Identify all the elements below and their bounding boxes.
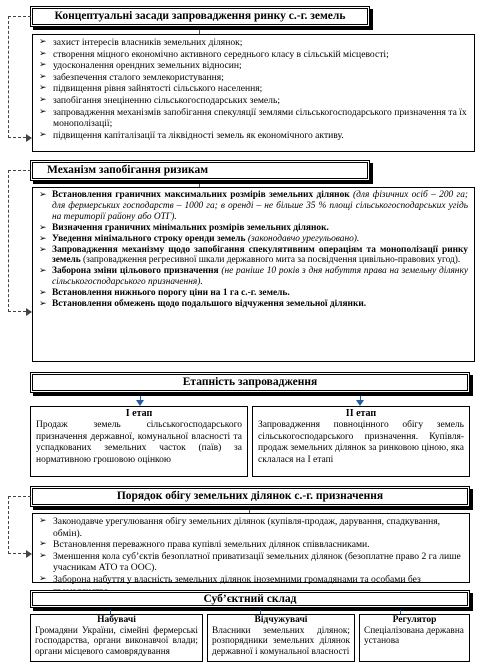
stage2-box [252, 406, 470, 477]
connector-dashed-1 [8, 16, 31, 138]
list-item: ➢ запобігання знеціненню сільськогосподарських земель; [39, 95, 468, 107]
circulation-list [39, 516, 463, 597]
regulator-box [359, 614, 470, 662]
regulator-title: Регулятор [392, 615, 437, 625]
connector-dashed-3 [8, 496, 31, 554]
mechanism-list-box [32, 187, 475, 362]
subjects-title-box [30, 590, 470, 608]
regulator-text: Спеціалізована державна установа [364, 625, 464, 646]
item-bold: Запровадження механізму щодо запобігання спекулятивним операціям та монополізації ринку земель [52, 244, 468, 266]
list-item: ➢ підвищення капіталізації та ліквідності земель як економічного активу. [39, 130, 468, 142]
list-item: ➢ Зменшення кола суб’єктів безоплатної приватизації земельних ділянок (безоплатне право 2 га лише учасникам АТО та ООС). [39, 551, 463, 574]
item-bold: Встановлення обмежень щодо подальшого відчуження земельної ділянки. [52, 299, 367, 310]
concept-list-box [32, 34, 475, 152]
list-item [39, 234, 468, 245]
list-item: ➢ захист інтересів власників земельних ділянок; [39, 37, 468, 49]
list-item [39, 288, 468, 299]
item-italic: (не раніше 10 років з дня набуття права на земельну ділянку сільськогосподарського призначення). [52, 266, 468, 288]
item-bold: Заборона зміни цільового призначення [52, 266, 219, 277]
acquirers-box [30, 614, 203, 662]
item-italic: (для фізичних осіб – 200 га; для фермерських господарств – 1000 га; в оренді – не більше 35 % площі сільськогосподарських угідь на території району або ОТГ). [52, 190, 469, 222]
list-item [39, 245, 468, 267]
stage1-title: I етап [125, 408, 153, 419]
list-item: ➢ підвищення рівня зайнятості сільського населення; [39, 83, 468, 95]
stage1-box [30, 406, 248, 477]
item-bold: Визначення граничних мінімальних розмірів земельних ділянок. [52, 222, 329, 233]
list-item: ➢ Заборона набуття у власність земельних ділянок іноземними громадянами та особами без [39, 574, 463, 597]
list-item [39, 299, 468, 310]
acquirers-text: Громадяни України, сімейні фермерські господарства, органи виконавчої влади; органи місцевого самоврядування [35, 625, 198, 657]
concept-list [39, 37, 468, 141]
item-italic: (законодавчо урегульовано). [247, 233, 360, 244]
circulation-list-box [32, 513, 470, 583]
item-normal: (запровадження регресивної шкали державного мита за посвідчення цивільно-правових угод). [83, 255, 461, 266]
stages-title-box [30, 372, 470, 393]
item-bold: Встановлення граничних максимальних розмірів земельних ділянок [52, 190, 350, 200]
list-item: ➢ удосконалення орендних земельних відносин; [39, 60, 468, 72]
alienators-box [207, 614, 355, 662]
item-bold: Уведення мінімального строку оренди земель [52, 233, 246, 244]
stage2-text: Запровадження повноцінного обігу земель сільськогосподарського призначення. Купівля-продаж земельних ділянок за ринковою ціною, яка склалася на I етапі [258, 420, 464, 465]
mechanism-list [39, 190, 468, 310]
stage2-title: II етап [345, 408, 377, 419]
list-item: ➢ створення міцного економічно активного середнього класу в сільській місцевості; [39, 49, 468, 61]
item-bold: Встановлення нижнього порогу ціни на 1 га с.-г. земель. [52, 288, 290, 299]
concept-title-box [30, 6, 370, 27]
concept-title: Концептуальні засади запровадження ринку с.-г. земель [54, 10, 346, 22]
list-item [39, 190, 468, 223]
list-item: ➢ Встановлення переважного права купівлі земельних ділянок співвласниками. [39, 539, 463, 551]
alienators-title: Відчужувачі [254, 615, 308, 625]
list-item: ➢ запровадження механізмів запобігання спекуляції землями сільськогосподарського призначення та їх монополізації; [39, 107, 468, 130]
connector-dashed-2 [8, 170, 31, 312]
circulation-title-box [30, 486, 470, 507]
mechanism-title-box [30, 160, 370, 181]
list-item: ➢ забезпечення сталого землекористування; [39, 72, 468, 84]
mechanism-title: Механізм запобігання ризикам [47, 164, 209, 176]
list-item [39, 223, 468, 234]
acquirers-title: Набувачі [97, 615, 136, 625]
circulation-title: Порядок обігу земельних ділянок с.-г. призначення [116, 490, 384, 502]
subjects-title: Суб’єктний склад [203, 593, 297, 605]
list-item: ➢ Законодавче урегулювання обігу земельних ділянок (купівля-продаж, дарування, спадкування, обмін). [39, 516, 463, 539]
stage1-text: Продаж земель сільськогосподарського призначення державної, комунальної власності та успадкованих земельних часток (паїв) за нормативною грошовою оцінкою [36, 420, 242, 465]
alienators-text: Власники земельних ділянок; розпорядники земельних ділянок державної і комунальної власності [212, 625, 350, 657]
list-item [39, 266, 468, 288]
stages-title: Етапність запровадження [182, 376, 318, 388]
